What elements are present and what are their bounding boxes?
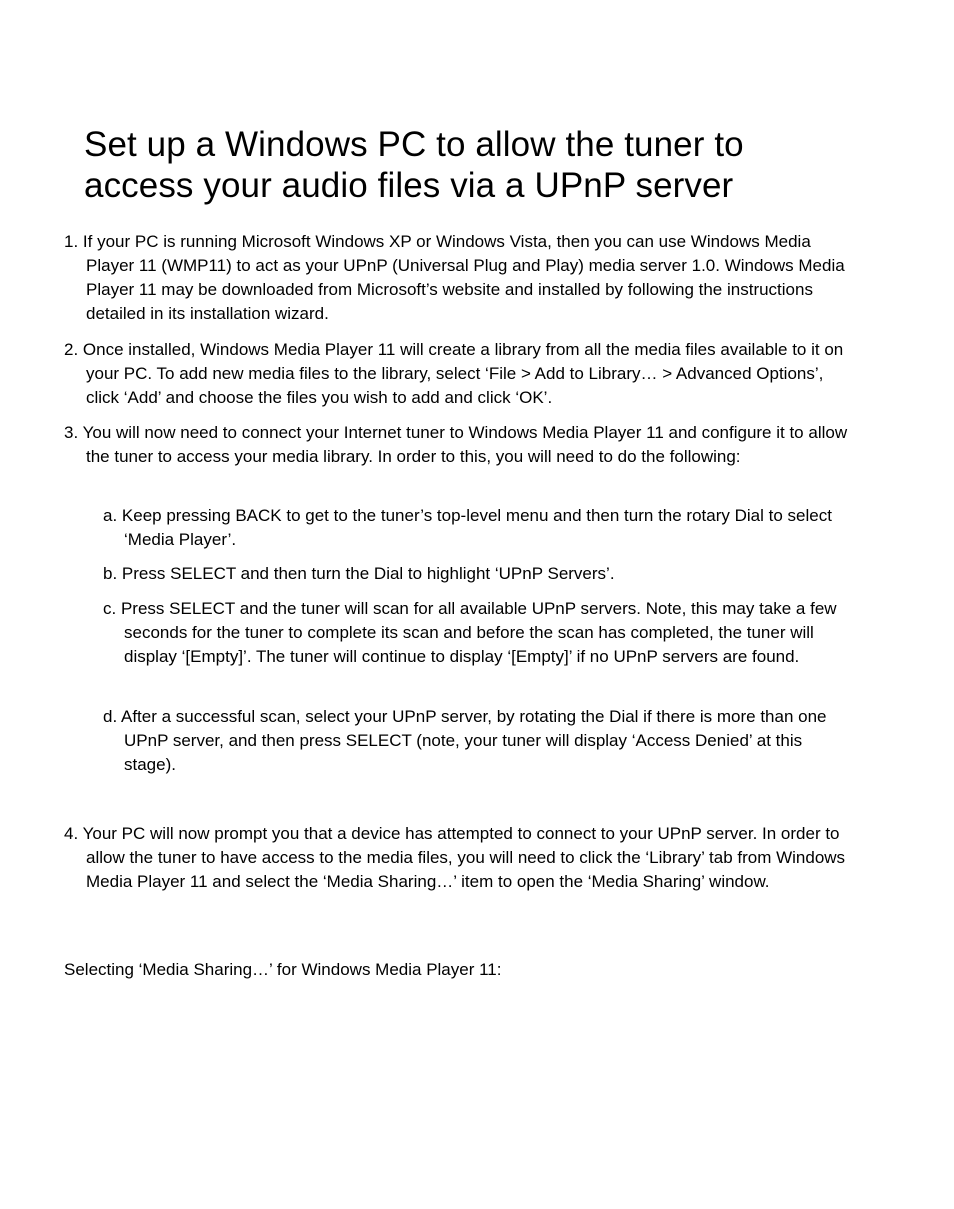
- substep-c: [103, 597, 854, 669]
- substep-d-text: After a successful scan, select your UPnP server, by rotating the Dial if there is more than one UPnP server, and then press SELECT (note, your tuner will display ‘Access Denied’ at this stage).: [120, 707, 827, 774]
- step-3: [64, 421, 861, 469]
- step-4: [64, 822, 861, 894]
- step-2-marker: 2.: [64, 340, 79, 359]
- substep-b: [103, 562, 854, 586]
- substep-a-text: Keep pressing BACK to get to the tuner’s top-level menu and then turn the rotary Dial to select ‘Media Player’.: [121, 506, 832, 549]
- step-2-text: Once installed, Windows Media Player 11 will create a library from all the media files available to it on your PC. To add new media files to the library, select ‘File > Add to Library… > Advanced Options’, click ‘Add’ and choose the files you wish to add and click ‘OK’.: [82, 340, 844, 407]
- figure-caption: Selecting ‘Media Sharing…’ for Windows Media Player 11:: [64, 960, 502, 979]
- step-1-text: If your PC is running Microsoft Windows XP or Windows Vista, then you can use Windows Media Player 11 (WMP11) to act as your UPnP (Universal Plug and Play) media server 1.0. Windows Media Player 11 may be downloaded from Microsoft’s website and installed by following the instructions detailed in its installation wizard.: [82, 232, 845, 323]
- substep-a: [103, 504, 854, 552]
- step-4-marker: 4.: [64, 824, 79, 843]
- substep-b-text: Press SELECT and then turn the Dial to highlight ‘UPnP Servers’.: [121, 564, 615, 583]
- substep-c-marker: c.: [103, 599, 117, 618]
- substep-c-text: Press SELECT and the tuner will scan for all available UPnP servers. Note, this may take a few seconds for the tuner to complete its scan and before the scan has completed, the tuner will display ‘[Empty]’. The tuner will continue to display ‘[Empty]’ if no UPnP servers are found.: [120, 599, 837, 666]
- substep-a-marker: a.: [103, 506, 118, 525]
- substep-b-marker: b.: [103, 564, 118, 583]
- substep-d-marker: d.: [103, 707, 118, 726]
- step-1: [64, 230, 861, 326]
- page-title: Set up a Windows PC to allow the tuner to access your audio files via a UPnP server: [84, 125, 744, 205]
- step-3-marker: 3.: [64, 423, 79, 442]
- substep-d: [103, 705, 854, 777]
- step-3-text: You will now need to connect your Internet tuner to Windows Media Player 11 and configure it to allow the tuner to access your media library. In order to this, you will need to do the following:: [82, 423, 848, 466]
- step-4-text: Your PC will now prompt you that a device has attempted to connect to your UPnP server. In order to allow the tuner to have access to the media files, you will need to click the ‘Library’ tab from Windows Media Player 11 and select the ‘Media Sharing…’ item to open the ‘Media Sharing’ window.: [82, 824, 846, 891]
- step-1-marker: 1.: [64, 232, 79, 251]
- step-2: [64, 338, 861, 410]
